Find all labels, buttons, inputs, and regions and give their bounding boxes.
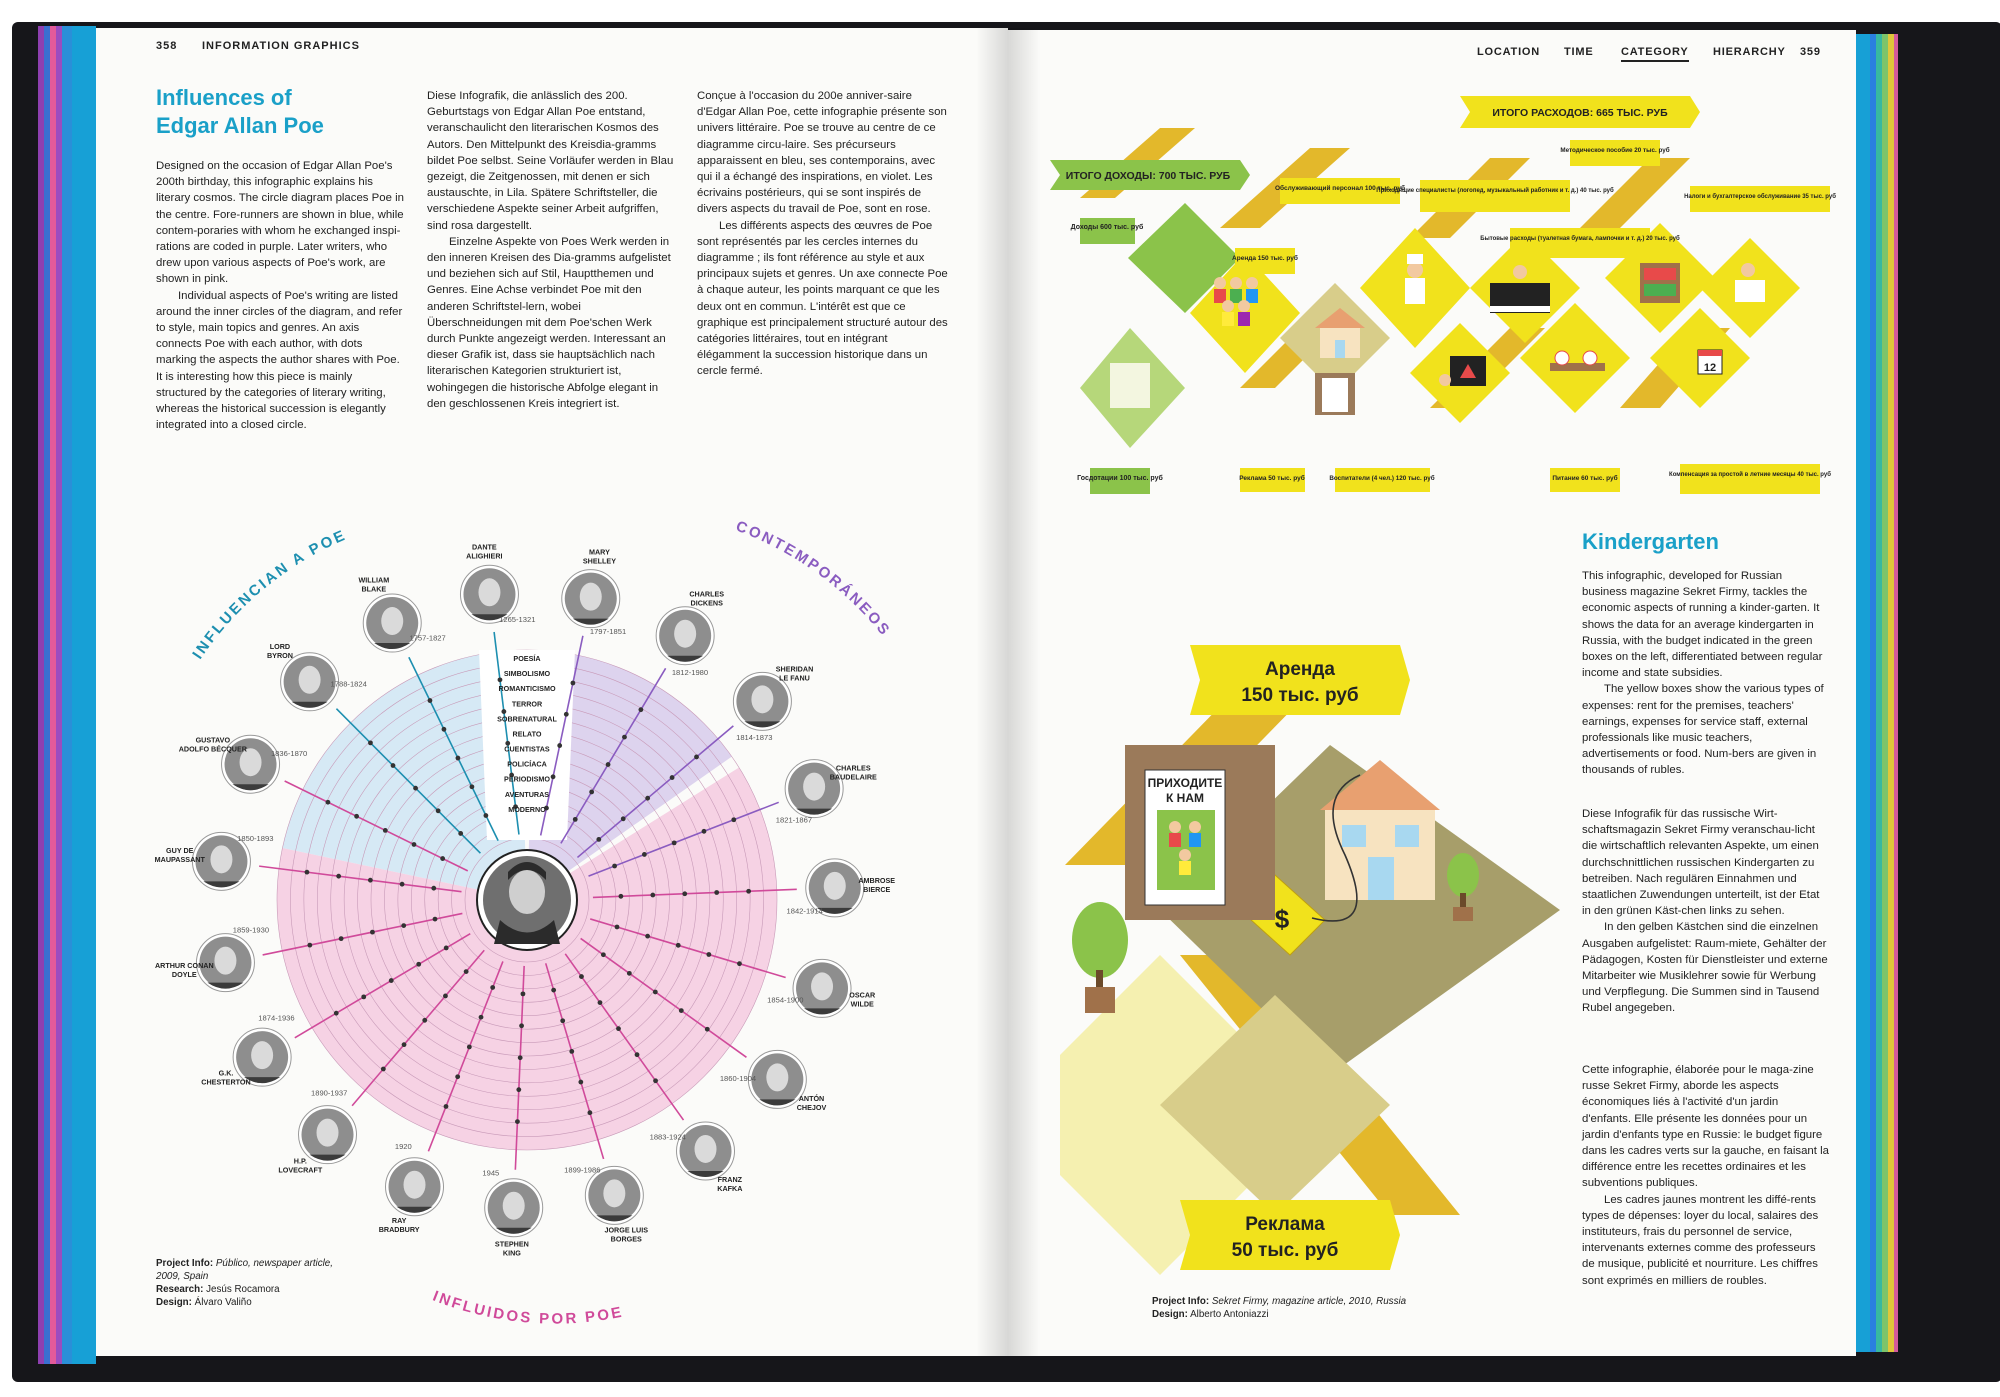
shared-aspect-dot: [571, 681, 576, 686]
shared-aspect-dot: [573, 817, 578, 822]
author-name-line-2: DOYLE: [171, 970, 197, 980]
big-ads-banner: [1180, 1200, 1400, 1270]
shared-aspect-dot: [518, 1055, 523, 1060]
expense-food: Питание 60 тыс. руб: [1552, 475, 1618, 482]
author-portrait: [650, 1122, 743, 1193]
author-years: 1890-1937: [311, 1088, 348, 1098]
author-name-line-2: MAUPASSANT: [154, 855, 205, 865]
french-text-column: [697, 88, 949, 380]
expense-specialists: Приходящие специалисты (логопед, музыкальный работник и т. д.) 40 тыс. руб: [1376, 188, 1614, 194]
page-number-right: 359: [1800, 46, 1821, 58]
shared-aspect-dot: [682, 891, 687, 896]
shared-aspect-dot: [560, 1018, 565, 1023]
shared-aspect-dot: [391, 763, 396, 768]
author-portrait: [776, 760, 877, 825]
nav-hierarchy: HIERARCHY: [1713, 46, 1786, 58]
shared-aspect-dot: [515, 1119, 520, 1124]
shared-aspect-dot: [676, 943, 681, 948]
credit-design: Álvaro Valiño: [194, 1297, 252, 1308]
arc-label-contemporaneos: CONTEMPORÁNEOS: [733, 517, 894, 640]
expense-taxes: Налоги и бухгалтерское обслуживание 35 тыс. руб: [1684, 194, 1836, 200]
book-gutter: [976, 28, 1040, 1356]
shared-aspect-dot: [587, 1110, 592, 1115]
category-label: AVENTURAS: [504, 789, 550, 799]
shared-aspect-dot: [428, 698, 433, 703]
total-expenses-label: ИТОГО РАСХОДОВ: 665 ТЫС. РУБ: [1492, 107, 1668, 119]
total-income-label: ИТОГО ДОХОДЫ: 700 ТЫС. РУБ: [1065, 170, 1231, 182]
author-name-line-2: BYRON: [266, 651, 293, 661]
shared-aspect-dot: [402, 1042, 407, 1047]
shared-aspect-dot: [705, 1027, 710, 1032]
author-years: 1945: [482, 1168, 500, 1178]
author-name-line-1: RAY: [391, 1215, 407, 1225]
calendar-icon: [1698, 350, 1722, 374]
author-name-line-1: ARTHUR CONAN: [154, 961, 214, 971]
expense-rent: Аренда 150 тыс. руб: [1232, 255, 1298, 262]
author-portrait: [155, 832, 274, 890]
german-paragraph-2: Einzelne Aspekte von Poes Werk werden in den inneren Kreisen des Dia-gramms aufgelistet und beziehen sich auf Stil, Hauptthemen und Genres. Eine Achse verbindet Poe mit den anderen Schriftstel-lern, wobei Überschneidungen mit dem Poe'schen Werk durch Punkte angezeigt werden. Interessant an dieser Grafik ist, dass sie hauptsächlich nach literarischen Kategorien strukturiert ist, wohingegen die historische Abfolge elegant in den geschlossenen Kreis integriert ist.: [427, 235, 671, 410]
big-rent-banner: [1190, 645, 1410, 715]
shared-aspect-dot: [339, 936, 344, 941]
right-credit-info: Sekret Firmy, magazine article, 2010, Russia: [1211, 1296, 1407, 1307]
poster-icon: [1315, 373, 1355, 415]
credit-info: Público, newspaper article, 2009, Spain: [156, 1258, 333, 1282]
section-title: INFORMATION GRAPHICS: [202, 40, 360, 52]
german-text-column: [427, 88, 679, 412]
author-years: 1899-1986: [564, 1165, 601, 1175]
shared-aspect-dot: [413, 786, 418, 791]
title-line-1: Influences of: [156, 85, 292, 110]
shared-aspect-dot: [431, 886, 436, 891]
right-german-paragraph-1: Diese Infografik für das russische Wirt-schaftsmagazin Sekret Firmy veranschau-licht die wirtschaftlich relevanten Aspekte, um einen durchschnittlichen russischen Kindergarten zu betreiben. Nach regulären Einnahmen und staatlichen Zuwendungen unterteilt, ist der Etat in den grünen Käst-chen links zu sehen.: [1582, 808, 1820, 918]
kindergarten-budget-infographic: [1050, 88, 1840, 508]
shared-aspect-dot: [672, 840, 677, 845]
shared-aspect-dot: [443, 994, 448, 999]
big-ads-line-1: Реклама: [1245, 1214, 1325, 1235]
author-name-line-1: LORD: [269, 642, 291, 652]
shared-aspect-dot: [694, 755, 699, 760]
english-text-column: [156, 158, 406, 433]
right-english-paragraph-2: The yellow boxes show the various types of expenses: rent for the premises, teachers' earnings, expenses for service staff, external professionals like music teachers, advertisements or food. Num-bers are given in thousands of rubles.: [1582, 683, 1824, 777]
author-name-line-1: DANTE: [471, 542, 497, 552]
author-name-line-2: BAUDELAIRE: [829, 772, 877, 782]
author-name-line-1: STEPHEN: [494, 1239, 529, 1249]
credit-design-label: Design:: [156, 1297, 192, 1308]
shared-aspect-dot: [389, 978, 394, 983]
author-years: 1842-1914: [786, 906, 823, 916]
author-name-line-2: LE FANU: [779, 673, 810, 683]
big-ads-line-2: 50 тыс. руб: [1231, 1240, 1339, 1261]
category-label: MODERNO: [508, 804, 546, 814]
shared-aspect-dot: [650, 893, 655, 898]
page-number-left: 358: [156, 40, 178, 52]
shared-aspect-dot: [557, 743, 562, 748]
author-portrait: [733, 664, 813, 742]
left-credits: [156, 1257, 346, 1309]
nav-time: TIME: [1564, 46, 1594, 58]
author-portrait: [482, 1169, 542, 1258]
shared-aspect-dot: [606, 762, 611, 767]
expense-household: Бытовые расходы (туалетная бумага, лампочки и т. д.) 20 тыс. руб: [1480, 236, 1680, 242]
brick-wall-illustration: [1125, 745, 1275, 920]
shared-aspect-dot: [645, 796, 650, 801]
shared-aspect-dot: [598, 1000, 603, 1005]
author-name-line-2: ADOLFO BÉCQUER: [178, 744, 247, 754]
shared-aspect-dot: [645, 934, 650, 939]
author-name-line-2: BIERCE: [863, 885, 891, 895]
right-credit-design-label: Design:: [1152, 1309, 1188, 1320]
right-english-column: [1582, 568, 1830, 779]
expense-methodical: Методическое пособие 20 тыс. руб: [1560, 147, 1670, 154]
author-name-line-2: CHEJOV: [796, 1102, 827, 1112]
author-years: 1836-1870: [270, 749, 308, 759]
shared-aspect-dot: [564, 712, 569, 717]
shared-aspect-dot: [490, 985, 495, 990]
shared-aspect-dot: [412, 842, 417, 847]
author-name-line-1: JORGE LUIS: [604, 1225, 649, 1235]
shared-aspect-dot: [578, 1080, 583, 1085]
author-name-line-2: BRADBURY: [378, 1224, 420, 1234]
right-english-paragraph-1: This infographic, developed for Russian business magazine Sekret Firmy, tackles the economic aspects of running a kinder-garten. It shows the data for an average kindergarten in Russia, with the budget indicated in the green boxes on the left, differentiated between regular income and state subsidies.: [1582, 570, 1823, 680]
shared-aspect-dot: [370, 930, 375, 935]
author-portrait: [720, 1050, 827, 1111]
author-name-line-2: DICKENS: [690, 598, 723, 608]
author-name-line-1: FRANZ: [717, 1175, 743, 1185]
author-portrait: [379, 1142, 444, 1234]
credit-info-label: Project Info:: [156, 1258, 214, 1269]
author-portrait: [564, 1165, 648, 1243]
shared-aspect-dot: [601, 952, 606, 957]
shared-aspect-dot: [467, 1045, 472, 1050]
author-years: 1854-1900: [767, 995, 804, 1005]
poster-text-2: К НАМ: [1166, 791, 1204, 805]
right-credit-design: Alberto Antoniazzi: [1190, 1309, 1269, 1320]
shared-aspect-dot: [653, 990, 658, 995]
german-paragraph-1: Diese Infografik, die anlässlich des 200. Geburtstags von Edgar Allan Poe entstand, veranschaulicht den literarischen Kosmos des Autors. Den Mittelpunkt des Kreisdia-gramms bildet Poe selbst. Seine Vorläufer werden in Blau gezeigt, die Zeitgenossen, mit denen er sich austauschte, in Lila. Spätere Schriftsteller, die verschiedene Aspekte seiner Arbeit aufgriffen, sind rosa dargestellt.: [427, 90, 674, 232]
right-french-column: [1582, 1062, 1830, 1289]
author-years: 1757-1827: [409, 633, 446, 643]
category-label: SOBRENATURAL: [497, 714, 557, 724]
author-name-line-2: KING: [502, 1248, 521, 1258]
expense-teachers: Воспитатели (4 чел.) 120 тыс. руб: [1329, 475, 1435, 482]
page-edge-stripes-right: [1856, 34, 1898, 1352]
shared-aspect-dot: [498, 677, 503, 682]
shared-aspect-dot: [479, 1015, 484, 1020]
shared-aspect-dot: [307, 943, 312, 948]
shared-aspect-dot: [455, 1074, 460, 1079]
shared-aspect-dot: [501, 709, 506, 714]
shared-aspect-dot: [470, 784, 475, 789]
credit-research-label: Research:: [156, 1284, 204, 1295]
shared-aspect-dot: [621, 816, 626, 821]
shared-aspect-dot: [616, 1026, 621, 1031]
shared-aspect-dot: [679, 1008, 684, 1013]
category-label: POLICÍACA: [507, 759, 547, 769]
shared-aspect-dot: [702, 829, 707, 834]
big-rent-line-1: Аренда: [1265, 659, 1335, 680]
shared-aspect-dot: [551, 774, 556, 779]
poster-text-1: ПРИХОДИТЕ: [1147, 776, 1223, 790]
right-german-paragraph-2: In den gelben Kästchen sind die einzelnen Ausgaben aufgelistet: Raum-miete, Gehälter der Pädagogen, Kosten für Dienstleister und externe Mitarbeiter wie Musiklehrer sowie für Werbung und Verpflegung. Die Summen sind in Tausend Rubel angegeben.: [1582, 921, 1828, 1015]
shared-aspect-dot: [458, 831, 463, 836]
poe-center: [477, 850, 577, 950]
shared-aspect-dot: [642, 852, 647, 857]
author-years: 1265-1321: [499, 615, 536, 625]
title-line-2: Edgar Allan Poe: [156, 113, 324, 138]
shared-aspect-dot: [670, 775, 675, 780]
author-name-line-2: BORGES: [610, 1234, 642, 1244]
shared-aspect-dot: [368, 740, 373, 745]
author-name-line-1: MARY: [589, 547, 610, 557]
author-name-line-2: KAFKA: [717, 1184, 743, 1194]
author-years: 1874-1936: [258, 1013, 295, 1023]
author-years: 1850-1893: [237, 834, 274, 844]
credit-research: Jesús Rocamora: [206, 1284, 280, 1295]
author-name-line-2: CHESTERTON: [201, 1077, 251, 1087]
english-paragraph-2: Individual aspects of Poe's writing are listed around the inner circles of the diagram, and refer to style, main topics and genres. An axis connects Poe with each author, with dots marking the aspects the author shares with Poe. It is interesting how this piece is mainly structured by the categories of literary writing, whereas the historical succession is elegantly integrated into a closed circle.: [156, 289, 403, 432]
shared-aspect-dot: [368, 878, 373, 883]
author-portrait: [562, 548, 626, 636]
svg-text:$: $: [1274, 904, 1290, 934]
author-years: 1797-1851: [589, 627, 627, 637]
author-years: 1788-1824: [330, 679, 367, 689]
arc-label-influencian: INFLUENCIAN A POE: [189, 526, 350, 663]
shared-aspect-dot: [706, 952, 711, 957]
author-name-line-2: SHELLEY: [582, 556, 617, 566]
shared-aspect-dot: [422, 1018, 427, 1023]
arc-label-influidos: INFLUIDOS POR POE: [430, 1287, 626, 1328]
svg-text:INFLUIDOS POR POE: [430, 1288, 625, 1328]
shared-aspect-dot: [589, 790, 594, 795]
author-name-line-1: GUSTAVO: [195, 735, 231, 745]
page-edge-stripes-left: [38, 26, 96, 1364]
shared-aspect-dot: [361, 994, 366, 999]
english-paragraph-1: Designed on the occasion of Edgar Allan Poe's 200th birthday, this infographic explains his literary cosmos. The circle diagram places Poe in the centre. Fore-runners are shown in blue, while contem-poraries with whom he exchanged inspi-rations are coded in purple. Later writers, who drew upon various aspects of Poe's work, are shown in pink.: [156, 160, 404, 286]
author-name-line-1: OSCAR: [849, 990, 876, 1000]
shared-aspect-dot: [464, 969, 469, 974]
category-label: TERROR: [511, 699, 543, 709]
shared-aspect-dot: [440, 856, 445, 861]
shared-aspect-dot: [622, 735, 627, 740]
shared-aspect-dot: [746, 889, 751, 894]
shared-aspect-dot: [635, 1052, 640, 1057]
expense-service-staff: Обслуживающий персонал 100 тыс. руб: [1275, 185, 1405, 192]
author-portrait: [267, 642, 367, 711]
shared-aspect-dot: [627, 971, 632, 976]
shared-aspect-dot: [442, 727, 447, 732]
kindergarten-title: Kindergarten: [1582, 529, 1719, 554]
author-portrait: [358, 575, 445, 652]
category-label: POESÍA: [513, 654, 541, 663]
right-credits: [1152, 1295, 1452, 1321]
shared-aspect-dot: [653, 1078, 658, 1083]
right-french-paragraph-1: Cette infographie, élaborée pour le maga-zine russe Sekret Firmy, aborde les aspects économiques liés à l'activité d'un jardin d'enfants. Elle présente les données pour un jardin d'enfants type en Russie: le budget figure dans les cadres verts sur la gauche, en faisant la différence entre les recettes ordinaires et les subventions publiques.: [1582, 1064, 1829, 1190]
shared-aspect-dot: [638, 707, 643, 712]
shared-aspect-dot: [433, 917, 438, 922]
nav-category: CATEGORY: [1621, 46, 1689, 62]
author-name-line-2: LOVECRAFT: [278, 1165, 323, 1175]
chef-icon: [1405, 254, 1425, 304]
shared-aspect-dot: [519, 1023, 524, 1028]
author-name-line-1: G.K.: [218, 1068, 234, 1078]
shared-aspect-dot: [615, 925, 620, 930]
author-name-line-2: WILDE: [850, 999, 874, 1009]
author-years: 1859-1930: [232, 925, 270, 935]
french-paragraph-2: Les différents aspects des œuvres de Poe sont représentés par les cercles internes du diagramme ; ils font référence au style et aux principaux sujets et genres. Un axe connecte Poe à chaque auteur, les points marquant ce que les deux ont en commun. L'intérêt est que ce graphique est principalement structuré autour des catégories littéraires, tout en intégrant élégamment la succession historique dans un cercle fermé.: [697, 219, 948, 378]
right-credit-info-label: Project Info:: [1152, 1296, 1210, 1307]
author-portrait: [201, 1013, 294, 1086]
right-french-paragraph-2: Les cadres jaunes montrent les diffé-rents types de dépenses: loyer du local, salaires des instituteurs, frais du personnel de service, intervenants externes comme des professeurs de musique, publicité et nourriture. Les chiffres sont exprimés en milliers de roubles.: [1582, 1193, 1819, 1287]
shared-aspect-dot: [569, 1049, 574, 1054]
shared-aspect-dot: [381, 1067, 386, 1072]
shared-aspect-dot: [551, 988, 556, 993]
author-years: 1821-1867: [775, 815, 813, 825]
income-label-1: Доходы 600 тыс. руб: [1070, 224, 1144, 231]
shared-aspect-dot: [612, 864, 617, 869]
shared-aspect-dot: [456, 756, 461, 761]
shared-aspect-dot: [400, 882, 405, 887]
shared-aspect-dot: [336, 874, 341, 879]
shared-aspect-dot: [305, 870, 310, 875]
shared-aspect-dot: [416, 962, 421, 967]
author-years: 1883-1924: [649, 1132, 686, 1142]
shared-aspect-dot: [596, 837, 601, 842]
author-years: 1814-1873: [736, 732, 773, 742]
shared-aspect-dot: [516, 1087, 521, 1092]
shared-aspect-dot: [521, 991, 526, 996]
author-name-line-1: CHARLES: [835, 763, 871, 773]
author-name-line-1: H.P.: [293, 1156, 307, 1166]
shared-aspect-dot: [714, 890, 719, 895]
author-years: 1812-1980: [671, 667, 709, 677]
author-portrait: [656, 590, 724, 677]
calendar-number: 12: [1703, 362, 1717, 374]
author-portrait: [278, 1088, 356, 1174]
shared-aspect-dot: [326, 800, 331, 805]
shared-aspect-dot: [618, 894, 623, 899]
shared-aspect-dot: [444, 1104, 449, 1109]
author-portrait: [155, 926, 269, 992]
shared-aspect-dot: [436, 808, 441, 813]
expense-ads: Реклама 50 тыс. руб: [1239, 475, 1305, 482]
poe-influence-diagram: [140, 500, 970, 1330]
author-portrait: [179, 735, 308, 793]
author-name-line-2: BLAKE: [361, 584, 387, 594]
author-portrait: [767, 959, 876, 1017]
french-paragraph-1: Conçue à l'occasion du 200e anniver-saire d'Edgar Allan Poe, cette infographie présente son univers littéraire. Poe se trouve au centre de ce diagramme circu-laire. Ses précurseurs apparaissent en bleu, ses contemporains, avec qui il a échangé des inspirations, en violet. Les écrivains postérieurs, qui se sont inspirés de divers aspects du travail de Poe, sont en rose.: [697, 90, 947, 216]
right-german-column: [1582, 806, 1830, 1017]
author-years: 1860-1904: [719, 1074, 757, 1084]
category-label: RELATO: [512, 729, 542, 739]
shared-aspect-dot: [354, 814, 359, 819]
category-label: CUENTISTAS: [504, 744, 550, 754]
svg-text:CONTEMPORÁNEOS: [734, 518, 894, 640]
author-name-line-2: ALIGHIERI: [466, 551, 503, 561]
nav-location: LOCATION: [1477, 46, 1541, 58]
author-name-line-1: ANTÓN: [798, 1093, 825, 1103]
big-rent-line-2: 150 тыс. руб: [1241, 685, 1359, 706]
shared-aspect-dot: [334, 1011, 339, 1016]
category-label: ROMANTICISMO: [498, 684, 556, 694]
expense-compensation: Компенсация за простой в летние месяцы 40 тыс. руб: [1669, 472, 1831, 478]
article-title: [156, 84, 396, 140]
shared-aspect-dot: [483, 813, 488, 818]
shared-aspect-dot: [731, 817, 736, 822]
author-name-line-1: WILLIAM: [358, 575, 390, 585]
shared-aspect-dot: [383, 828, 388, 833]
shared-aspect-dot: [401, 923, 406, 928]
author-name-line-1: CHARLES: [689, 589, 725, 599]
shared-aspect-dot: [737, 961, 742, 966]
author-name-line-1: AMBROSE: [858, 876, 896, 886]
author-name-line-1: GUY DE: [166, 846, 194, 856]
author-portrait: [460, 543, 535, 625]
author-portrait: [787, 859, 896, 917]
author-years: 1920: [394, 1141, 412, 1151]
kindergarten-detail-graphic: [1060, 635, 1580, 1295]
author-name-line-1: SHERIDAN: [775, 664, 814, 674]
shelf-icon: [1640, 263, 1680, 303]
category-label: SIMBOLISMO: [503, 669, 551, 679]
shared-aspect-dot: [444, 946, 449, 951]
income-label-2: Госдотации 100 тыс. руб: [1077, 475, 1163, 482]
shared-aspect-dot: [579, 974, 584, 979]
category-label: PERIODISMO: [504, 774, 550, 784]
